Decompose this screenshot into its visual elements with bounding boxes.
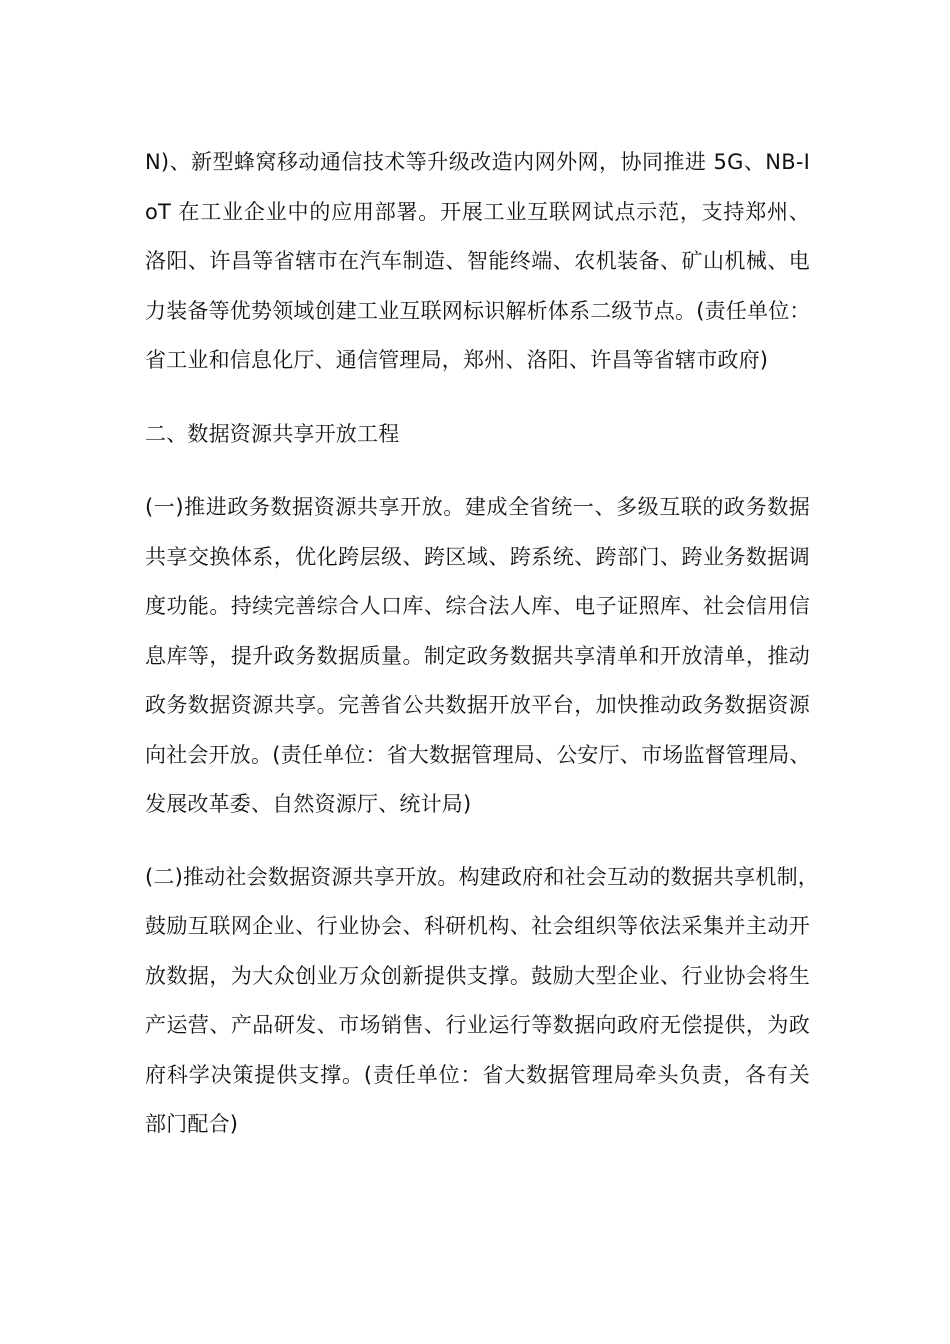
text-line: 部门配合)	[145, 1112, 239, 1136]
spacer	[145, 459, 810, 483]
text-line: 发展改革委、自然资源厅、统计局)	[145, 792, 472, 816]
text-line: oT 在工业企业中的应用部署。开展工业互联网试点示范，支持郑州、	[145, 199, 810, 224]
paragraph-infrastructure-continued	[145, 138, 810, 386]
text-line: 产运营、产品研发、市场销售、行业运行等数据向政府无偿提供，为政	[145, 1013, 810, 1037]
text-line: (二)推动社会数据资源共享开放。构建政府和社会互动的数据共享机制，	[145, 864, 819, 889]
text-line: (一)推进政务数据资源共享开放。建成全省统一、多级互联的政务数据	[145, 495, 810, 519]
section-heading	[145, 410, 810, 460]
spacer	[145, 830, 810, 853]
text-line: 省工业和信息化厅、通信管理局，郑州、洛阳、许昌等省辖市政府)	[145, 348, 769, 372]
paragraph-government-data	[145, 483, 810, 830]
text-line: N)、新型蜂窝移动通信技术等升级改造内网外网，协同推进 5G、NB-I	[145, 150, 810, 174]
text-line: 放数据，为大众创业万众创新提供支撑。鼓励大型企业、行业协会将生	[145, 963, 810, 988]
text-line: 力装备等优势领域创建工业互联网标识解析体系二级节点。(责任单位：	[145, 298, 811, 323]
text-line: 息库等，提升政务数据质量。制定政务数据共享清单和开放清单，推动	[145, 643, 810, 668]
text-line: 向社会开放。(责任单位：省大数据管理局、公安厅、市场监督管理局、	[145, 742, 811, 767]
document-page	[145, 138, 819, 1150]
text-line: 度功能。持续完善综合人口库、综合法人库、电子证照库、社会信用信	[145, 594, 810, 618]
text-line: 府科学决策提供支撑。(责任单位：省大数据管理局牵头负责，各有关	[145, 1062, 810, 1087]
text-line: 政务数据资源共享。完善省公共数据开放平台，加快推动政务数据资源	[145, 693, 810, 717]
text-line: 共享交换体系，优化跨层级、跨区域、跨系统、跨部门、跨业务数据调	[145, 544, 810, 569]
text-line: 洛阳、许昌等省辖市在汽车制造、智能终端、农机装备、矿山机械、电	[145, 249, 810, 273]
paragraph-social-data	[145, 853, 819, 1150]
section-title: 二、数据资源共享开放工程	[145, 421, 400, 446]
spacer	[145, 386, 810, 410]
text-line: 鼓励互联网企业、行业协会、科研机构、社会组织等依法采集并主动开	[145, 914, 810, 938]
